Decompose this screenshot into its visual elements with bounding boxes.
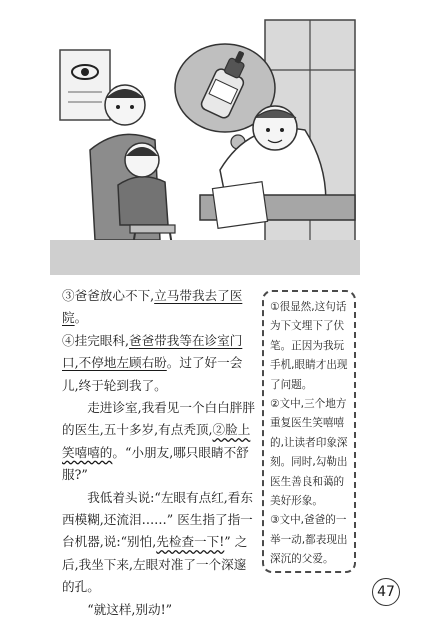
note-2: ②文中,三个地方重复医生笑嘻嘻的,让读者印象深刻。同时,勾勒出医生善良和蔼的美好形象。 [270, 398, 348, 508]
note-3: ③文中,爸爸的一举一动,都表现出深沉的父爱。 [270, 514, 348, 566]
paragraph-6: 我低着头说:“左眼有点红,看东西模糊,还流泪……” 医生指了指一台机器,说:“别怕,先检查一下!” 之后,我坐下来,左眼对准了一个深邃的孔。 [62, 489, 253, 595]
paragraph-4: ④挂完眼科,爸爸带我等在诊室门口,不停地左顾右盼。过了好一会儿,终于轮到我了。 [62, 332, 243, 393]
paragraph-5: 走进诊室,我看见一个白白胖胖的医生,五十多岁,有点秃顶,②脸上笑嘻嘻的。“小朋友,哪只眼睛不舒服?” [62, 400, 255, 483]
annotation-notes [262, 290, 356, 573]
note-1: ①很显然,这句话为下文埋下了伏笔。正因为我玩手机,眼睛才出现了问题。 [270, 301, 348, 391]
paragraph-3: ③爸爸放心不下,立马带我去了医院。 [62, 288, 243, 326]
paragraph-7: “就这样,别动!” [87, 601, 173, 617]
story-illustration [50, 10, 360, 275]
eye-chart-icon [60, 50, 110, 120]
page-number: 47 [372, 578, 400, 606]
story-text [62, 285, 258, 621]
